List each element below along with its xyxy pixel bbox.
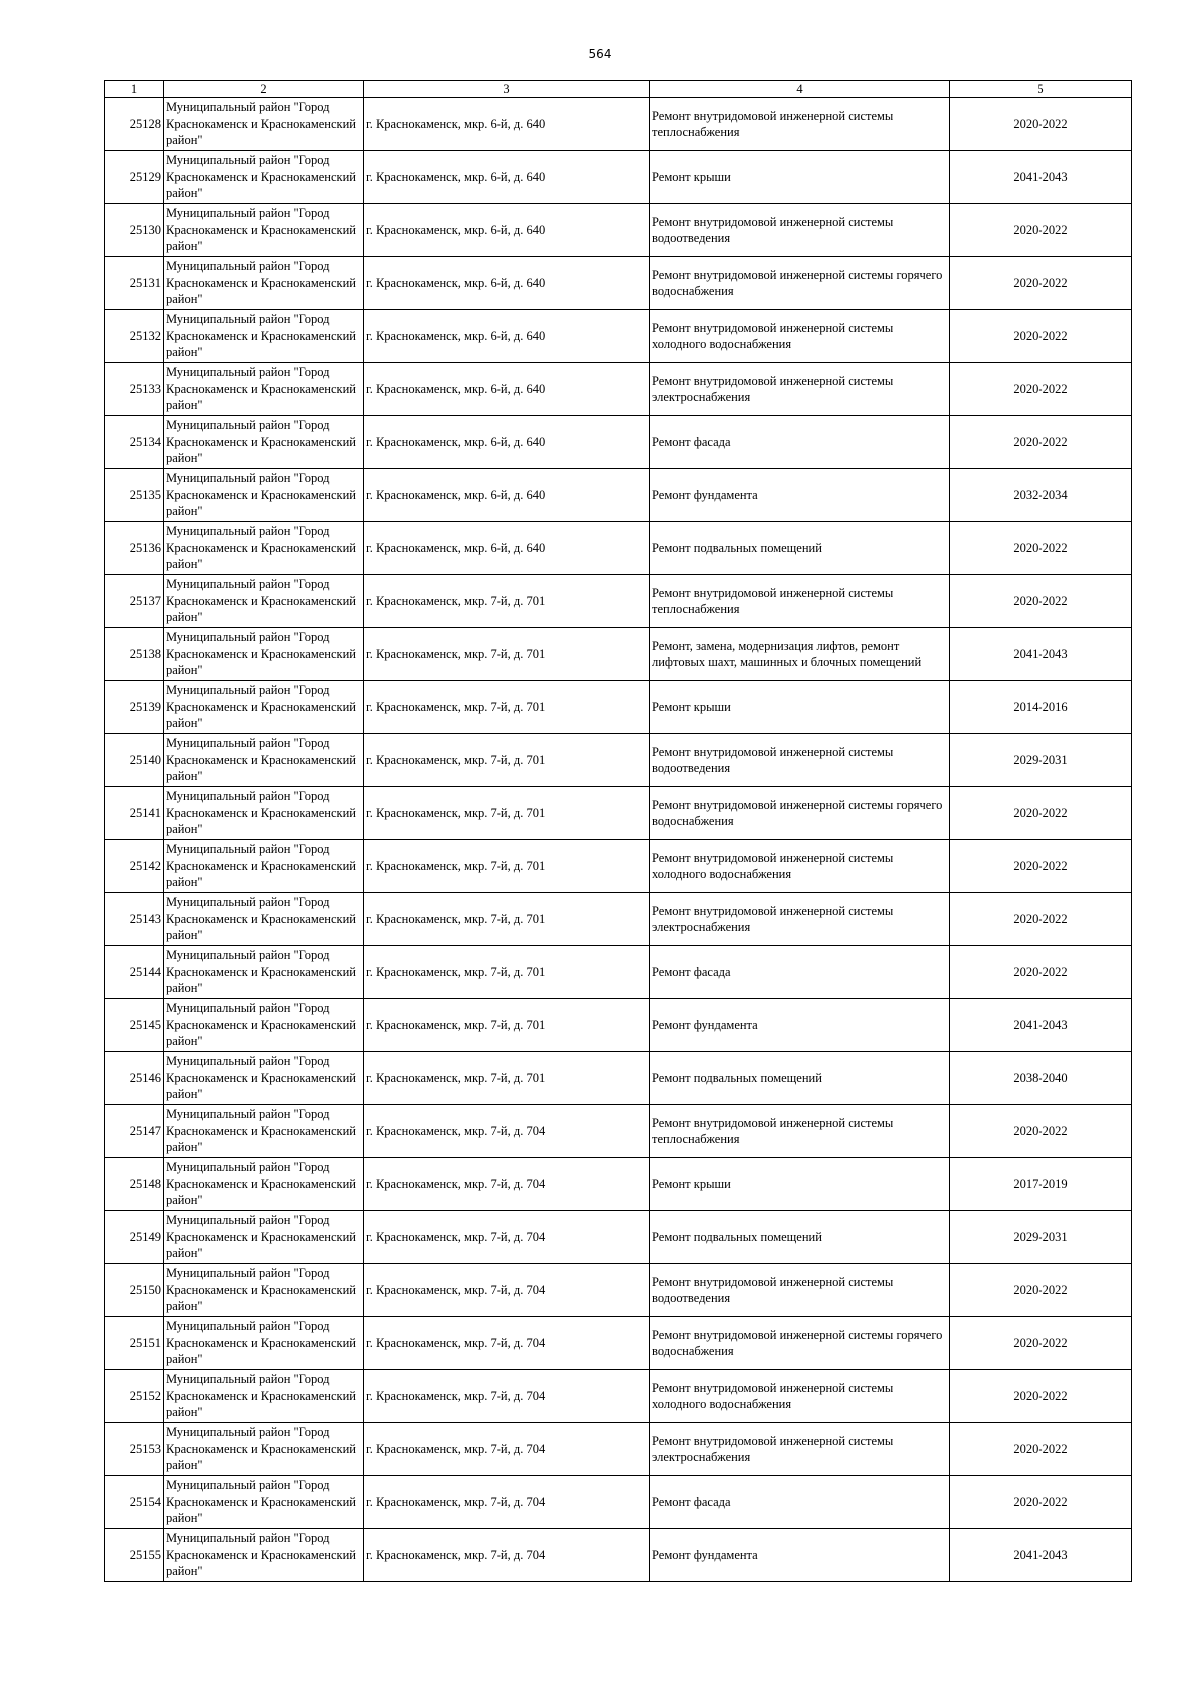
table-row [105,893,1132,946]
work-type-cell: Ремонт подвальных помещений [650,522,950,575]
work-type-cell: Ремонт внутридомовой инженерной системы холодного водоснабжения [650,310,950,363]
period-cell: 2041-2043 [950,1529,1132,1582]
address-cell: г. Краснокаменск, мкр. 6-й, д. 640 [364,310,650,363]
address-cell: г. Краснокаменск, мкр. 7-й, д. 701 [364,893,650,946]
period-cell: 2014-2016 [950,681,1132,734]
municipality-cell: Муниципальный район "Город Краснокаменск и Краснокаменский район" [164,734,364,787]
row-number: 25154 [105,1476,164,1529]
work-type-cell: Ремонт фасада [650,1476,950,1529]
column-header-2: 2 [164,81,364,98]
address-cell: г. Краснокаменск, мкр. 6-й, д. 640 [364,522,650,575]
municipality-cell: Муниципальный район "Город Краснокаменск и Краснокаменский район" [164,999,364,1052]
address-cell: г. Краснокаменск, мкр. 7-й, д. 701 [364,999,650,1052]
municipality-cell: Муниципальный район "Город Краснокаменск и Краснокаменский район" [164,840,364,893]
table-row [105,363,1132,416]
period-cell: 2020-2022 [950,416,1132,469]
table-row [105,1211,1132,1264]
period-cell: 2020-2022 [950,946,1132,999]
municipality-cell: Муниципальный район "Город Краснокаменск и Краснокаменский район" [164,1317,364,1370]
period-cell: 2020-2022 [950,840,1132,893]
address-cell: г. Краснокаменск, мкр. 6-й, д. 640 [364,98,650,151]
row-number: 25148 [105,1158,164,1211]
municipality-cell: Муниципальный район "Город Краснокаменск и Краснокаменский район" [164,310,364,363]
row-number: 25128 [105,98,164,151]
row-number: 25134 [105,416,164,469]
period-cell: 2020-2022 [950,787,1132,840]
address-cell: г. Краснокаменск, мкр. 7-й, д. 704 [364,1370,650,1423]
work-type-cell: Ремонт внутридомовой инженерной системы теплоснабжения [650,575,950,628]
work-type-cell: Ремонт внутридомовой инженерной системы электроснабжения [650,1423,950,1476]
address-cell: г. Краснокаменск, мкр. 7-й, д. 704 [364,1476,650,1529]
table-row [105,681,1132,734]
table-row [105,1158,1132,1211]
address-cell: г. Краснокаменск, мкр. 7-й, д. 704 [364,1158,650,1211]
row-number: 25151 [105,1317,164,1370]
period-cell: 2020-2022 [950,1105,1132,1158]
table-row [105,416,1132,469]
row-number: 25135 [105,469,164,522]
table-row [105,1317,1132,1370]
address-cell: г. Краснокаменск, мкр. 6-й, д. 640 [364,416,650,469]
row-number: 25155 [105,1529,164,1582]
period-cell: 2017-2019 [950,1158,1132,1211]
work-type-cell: Ремонт внутридомовой инженерной системы холодного водоснабжения [650,840,950,893]
work-type-cell: Ремонт внутридомовой инженерной системы теплоснабжения [650,1105,950,1158]
work-type-cell: Ремонт фасада [650,416,950,469]
address-cell: г. Краснокаменск, мкр. 6-й, д. 640 [364,469,650,522]
row-number: 25150 [105,1264,164,1317]
municipality-cell: Муниципальный район "Город Краснокаменск и Краснокаменский район" [164,1370,364,1423]
work-type-cell: Ремонт внутридомовой инженерной системы теплоснабжения [650,98,950,151]
municipality-cell: Муниципальный район "Город Краснокаменск и Краснокаменский район" [164,946,364,999]
row-number: 25145 [105,999,164,1052]
work-type-cell: Ремонт подвальных помещений [650,1052,950,1105]
address-cell: г. Краснокаменск, мкр. 7-й, д. 704 [364,1423,650,1476]
municipality-cell: Муниципальный район "Город Краснокаменск и Краснокаменский район" [164,681,364,734]
row-number: 25138 [105,628,164,681]
period-cell: 2020-2022 [950,893,1132,946]
table-row [105,522,1132,575]
work-type-cell: Ремонт внутридомовой инженерной системы горячего водоснабжения [650,257,950,310]
municipality-cell: Муниципальный район "Город Краснокаменск и Краснокаменский район" [164,204,364,257]
row-number: 25143 [105,893,164,946]
work-type-cell: Ремонт внутридомовой инженерной системы водоотведения [650,734,950,787]
period-cell: 2041-2043 [950,628,1132,681]
row-number: 25153 [105,1423,164,1476]
work-type-cell: Ремонт крыши [650,681,950,734]
table-row [105,1052,1132,1105]
period-cell: 2020-2022 [950,257,1132,310]
row-number: 25131 [105,257,164,310]
table-row [105,946,1132,999]
municipality-cell: Муниципальный район "Город Краснокаменск и Краснокаменский район" [164,893,364,946]
work-type-cell: Ремонт внутридомовой инженерной системы холодного водоснабжения [650,1370,950,1423]
column-header-5: 5 [950,81,1132,98]
municipality-cell: Муниципальный район "Город Краснокаменск и Краснокаменский район" [164,1211,364,1264]
municipality-cell: Муниципальный район "Город Краснокаменск и Краснокаменский район" [164,787,364,840]
municipality-cell: Муниципальный район "Город Краснокаменск и Краснокаменский район" [164,575,364,628]
table-row [105,1370,1132,1423]
table-row [105,628,1132,681]
address-cell: г. Краснокаменск, мкр. 7-й, д. 701 [364,840,650,893]
header-row [105,81,1132,98]
work-type-cell: Ремонт внутридомовой инженерной системы водоотведения [650,1264,950,1317]
work-type-cell: Ремонт фундамента [650,999,950,1052]
address-cell: г. Краснокаменск, мкр. 7-й, д. 704 [364,1317,650,1370]
work-type-cell: Ремонт внутридомовой инженерной системы горячего водоснабжения [650,787,950,840]
work-type-cell: Ремонт внутридомовой инженерной системы электроснабжения [650,893,950,946]
address-cell: г. Краснокаменск, мкр. 7-й, д. 704 [364,1264,650,1317]
address-cell: г. Краснокаменск, мкр. 7-й, д. 701 [364,734,650,787]
period-cell: 2020-2022 [950,522,1132,575]
address-cell: г. Краснокаменск, мкр. 7-й, д. 701 [364,628,650,681]
work-type-cell: Ремонт внутридомовой инженерной системы горячего водоснабжения [650,1317,950,1370]
row-number: 25152 [105,1370,164,1423]
table-row [105,204,1132,257]
table-row [105,257,1132,310]
work-type-cell: Ремонт крыши [650,151,950,204]
address-cell: г. Краснокаменск, мкр. 6-й, д. 640 [364,204,650,257]
municipality-cell: Муниципальный район "Город Краснокаменск и Краснокаменский район" [164,1264,364,1317]
municipality-cell: Муниципальный район "Город Краснокаменск и Краснокаменский район" [164,1476,364,1529]
row-number: 25130 [105,204,164,257]
page-number: 564 [588,47,612,61]
row-number: 25142 [105,840,164,893]
table-row [105,98,1132,151]
work-type-cell: Ремонт подвальных помещений [650,1211,950,1264]
table-row [105,1264,1132,1317]
table-row [105,151,1132,204]
period-cell: 2020-2022 [950,1423,1132,1476]
address-cell: г. Краснокаменск, мкр. 7-й, д. 701 [364,1052,650,1105]
period-cell: 2041-2043 [950,999,1132,1052]
municipality-cell: Муниципальный район "Город Краснокаменск и Краснокаменский район" [164,1158,364,1211]
period-cell: 2038-2040 [950,1052,1132,1105]
table-row [105,310,1132,363]
table-row [105,1105,1132,1158]
row-number: 25129 [105,151,164,204]
address-cell: г. Краснокаменск, мкр. 7-й, д. 701 [364,946,650,999]
municipality-cell: Муниципальный район "Город Краснокаменск и Краснокаменский район" [164,522,364,575]
row-number: 25147 [105,1105,164,1158]
table-header [105,81,1132,98]
table-row [105,1476,1132,1529]
row-number: 25140 [105,734,164,787]
address-cell: г. Краснокаменск, мкр. 7-й, д. 704 [364,1211,650,1264]
work-type-cell: Ремонт внутридомовой инженерной системы водоотведения [650,204,950,257]
row-number: 25137 [105,575,164,628]
address-cell: г. Краснокаменск, мкр. 6-й, д. 640 [364,363,650,416]
row-number: 25144 [105,946,164,999]
work-type-cell: Ремонт фундамента [650,1529,950,1582]
row-number: 25139 [105,681,164,734]
table-row [105,999,1132,1052]
address-cell: г. Краснокаменск, мкр. 7-й, д. 701 [364,787,650,840]
row-number: 25141 [105,787,164,840]
table-row [105,1529,1132,1582]
period-cell: 2020-2022 [950,1317,1132,1370]
municipality-cell: Муниципальный район "Город Краснокаменск и Краснокаменский район" [164,1105,364,1158]
column-header-1: 1 [105,81,164,98]
municipality-cell: Муниципальный район "Город Краснокаменск и Краснокаменский район" [164,151,364,204]
municipality-cell: Муниципальный район "Город Краснокаменск и Краснокаменский район" [164,1052,364,1105]
period-cell: 2020-2022 [950,575,1132,628]
period-cell: 2029-2031 [950,1211,1132,1264]
table-row [105,840,1132,893]
period-cell: 2020-2022 [950,204,1132,257]
address-cell: г. Краснокаменск, мкр. 6-й, д. 640 [364,257,650,310]
address-cell: г. Краснокаменск, мкр. 6-й, д. 640 [364,151,650,204]
work-type-cell: Ремонт крыши [650,1158,950,1211]
work-type-cell: Ремонт, замена, модернизация лифтов, ремонт лифтовых шахт, машинных и блочных помещений [650,628,950,681]
table-row [105,575,1132,628]
period-cell: 2020-2022 [950,1476,1132,1529]
municipality-cell: Муниципальный район "Город Краснокаменск и Краснокаменский район" [164,363,364,416]
table-row [105,734,1132,787]
period-cell: 2020-2022 [950,1264,1132,1317]
municipality-cell: Муниципальный район "Город Краснокаменск и Краснокаменский район" [164,628,364,681]
work-type-cell: Ремонт фундамента [650,469,950,522]
work-type-cell: Ремонт фасада [650,946,950,999]
table-row [105,787,1132,840]
table-row [105,469,1132,522]
period-cell: 2020-2022 [950,1370,1132,1423]
municipality-cell: Муниципальный район "Город Краснокаменск и Краснокаменский район" [164,98,364,151]
work-type-cell: Ремонт внутридомовой инженерной системы электроснабжения [650,363,950,416]
municipality-cell: Муниципальный район "Город Краснокаменск и Краснокаменский район" [164,1423,364,1476]
column-header-4: 4 [650,81,950,98]
row-number: 25146 [105,1052,164,1105]
period-cell: 2041-2043 [950,151,1132,204]
municipality-cell: Муниципальный район "Город Краснокаменск и Краснокаменский район" [164,416,364,469]
register-table [104,80,1132,1582]
period-cell: 2032-2034 [950,469,1132,522]
municipality-cell: Муниципальный район "Город Краснокаменск и Краснокаменский район" [164,1529,364,1582]
table-row [105,1423,1132,1476]
row-number: 25132 [105,310,164,363]
address-cell: г. Краснокаменск, мкр. 7-й, д. 701 [364,575,650,628]
row-number: 25149 [105,1211,164,1264]
period-cell: 2029-2031 [950,734,1132,787]
column-header-3: 3 [364,81,650,98]
address-cell: г. Краснокаменск, мкр. 7-й, д. 704 [364,1529,650,1582]
row-number: 25136 [105,522,164,575]
municipality-cell: Муниципальный район "Город Краснокаменск и Краснокаменский район" [164,469,364,522]
address-cell: г. Краснокаменск, мкр. 7-й, д. 701 [364,681,650,734]
address-cell: г. Краснокаменск, мкр. 7-й, д. 704 [364,1105,650,1158]
period-cell: 2020-2022 [950,98,1132,151]
period-cell: 2020-2022 [950,310,1132,363]
table-body [105,98,1132,1582]
period-cell: 2020-2022 [950,363,1132,416]
row-number: 25133 [105,363,164,416]
municipality-cell: Муниципальный район "Город Краснокаменск и Краснокаменский район" [164,257,364,310]
